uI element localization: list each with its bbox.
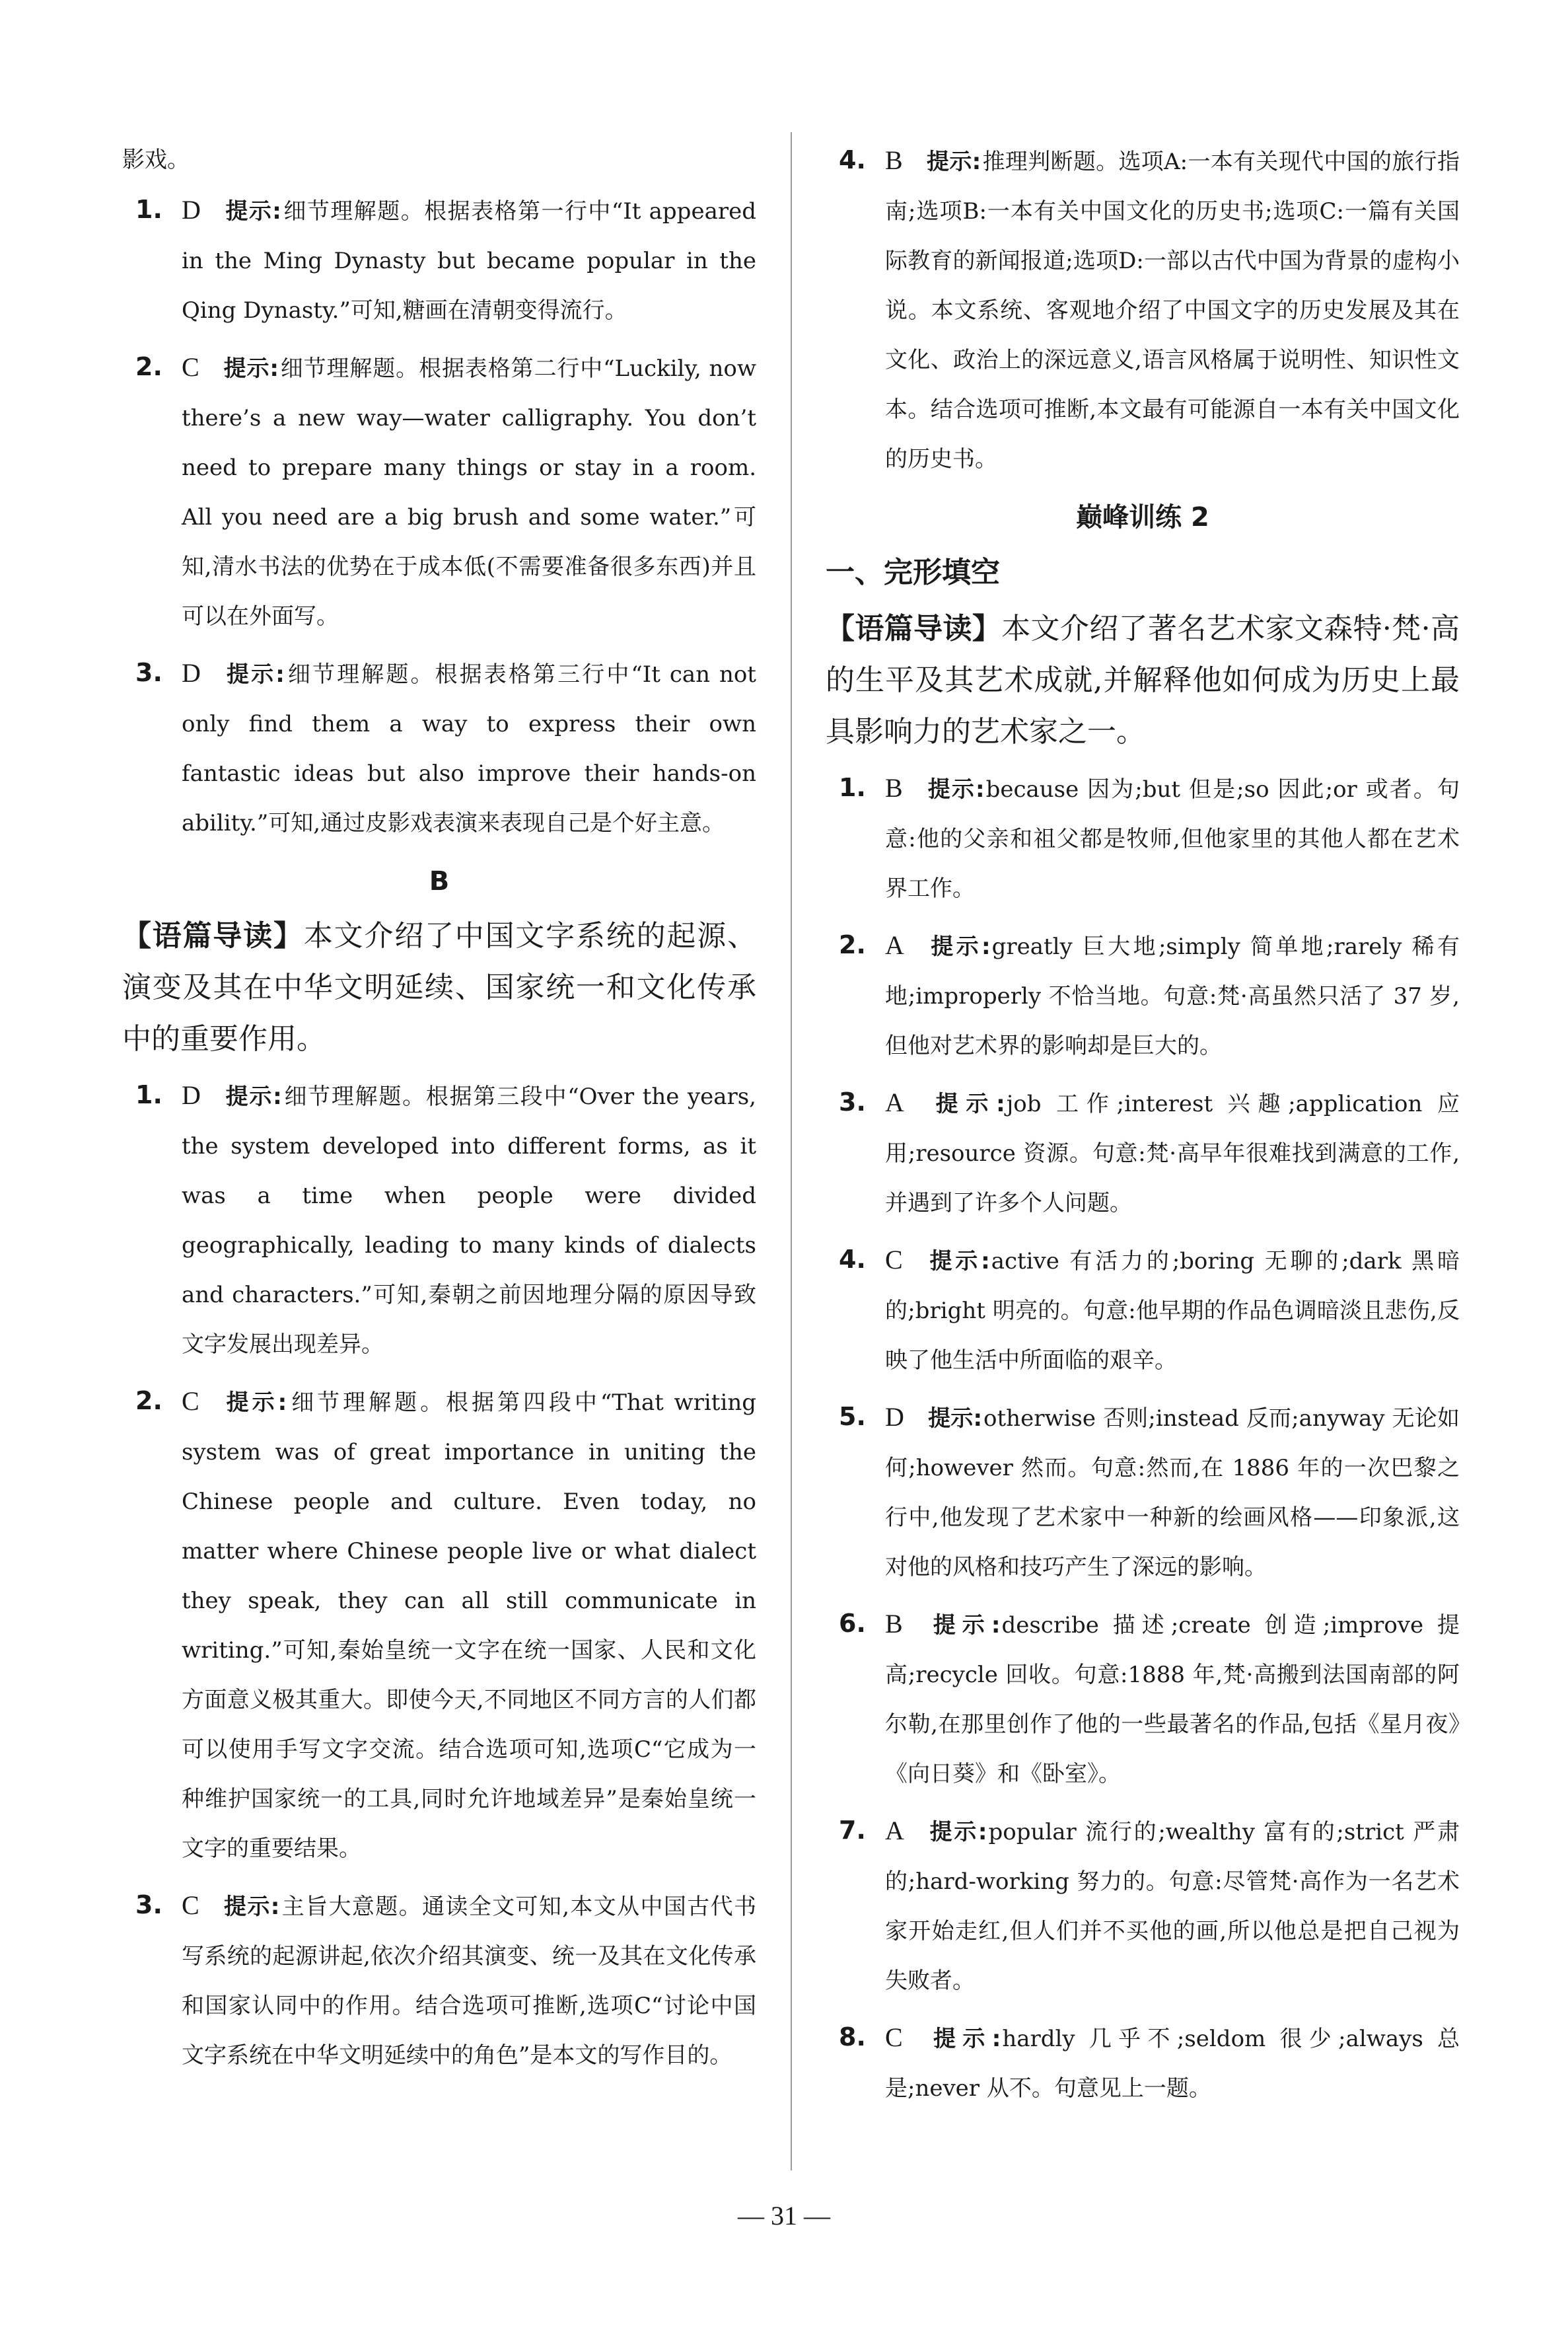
hint-label: 提示:	[224, 198, 281, 225]
answer-item	[826, 920, 1460, 1071]
hint-label: 提示:	[224, 1084, 282, 1110]
part-title: 一、完形填空	[826, 556, 1000, 589]
item-number: 3.	[135, 1890, 162, 1919]
hint-text: 细节理解题。根据第三段中“Over the years, the system developed into different forms, as it was a time when people were divided geographically, leading to many kinds of dialects and characters.”可知,秦朝之前因地理分隔的原因导致文字发展出现差异。	[182, 1084, 756, 1358]
answer-item	[122, 342, 756, 642]
hint-label: 提示:	[927, 1091, 1005, 1117]
item-number: 8.	[839, 2022, 866, 2051]
intro-continuation: 影戏。	[122, 147, 190, 173]
guide-label: 【语篇导读】	[122, 919, 304, 953]
passage-guide	[826, 603, 1460, 758]
answer-item	[826, 1078, 1460, 1228]
cloze-answers	[826, 763, 1460, 2114]
answer-item	[122, 1070, 756, 1370]
guide-text: 本文介绍了中国文字系统的起源、演变及其在中华文明延续、国家统一和文化传承中的重要作用。	[122, 919, 757, 1056]
section-title: 巅峰训练 2	[1076, 502, 1209, 533]
answer-item	[826, 135, 1460, 484]
item-number: 1.	[135, 195, 162, 224]
hint-text: job 工作;interest 兴趣;application 应用;resource 资源。句意:梵·高早年很难找到满意的工作,并遇到了许多个人问题。	[885, 1091, 1460, 1216]
hint-label: 提示:	[927, 1819, 987, 1845]
right-column	[826, 135, 1460, 2120]
item-number: 1.	[135, 1080, 162, 1109]
section-b-title: B	[429, 866, 450, 897]
item-number: 5.	[839, 1402, 866, 1431]
answer-item	[826, 1392, 1460, 1592]
answer-letter: A	[885, 930, 904, 960]
item-number: 3.	[135, 658, 162, 687]
passage-guide	[122, 910, 756, 1065]
guide-text: 本文介绍了著名艺术家文森特·梵·高的生平及其艺术成就,并解释他如何成为历史上最具影响力的艺术家之一。	[826, 612, 1460, 749]
answer-item	[122, 1376, 756, 1874]
column-divider	[791, 132, 792, 2170]
hint-label: 提示:	[927, 1405, 983, 1432]
answer-letter: C	[182, 1386, 199, 1416]
hint-label: 提示:	[927, 934, 991, 960]
hint-label: 提示:	[926, 149, 981, 175]
hint-text: otherwise 否则;instead 反而;anyway 无论如何;however 然而。句意:然而,在 1886 年的一次巴黎之行中,他发现了艺术家中一种新的绘画风格——印象派,这对他的风格和技巧产生了深远的影响。	[885, 1405, 1460, 1580]
item-number: 2.	[839, 930, 866, 959]
answers-section-a	[122, 185, 756, 848]
answer-item	[826, 2012, 1460, 2114]
answer-letter: C	[182, 1890, 199, 1920]
hint-text: 细节理解题。根据表格第一行中“It appeared in the Ming Dynasty but became popular in the Qing Dynasty.”可知,糖画在清朝变得流行。	[182, 198, 756, 324]
item-number: 7.	[839, 1816, 866, 1845]
hint-text: 细节理解题。根据第四段中“That writing system was of great importance in uniting the Chinese people and culture. Even today, no matter where Chinese people live or what dialect they speak, they can all still communicate in writing.”可知,秦始皇统一文字在统一国家、人民和文化方面意义极其重大。即使今天,不同地区不同方言的人们都可以使用手写文字交流。结合选项可知,选项C“它成为一种维护国家统一的工具,同时允许地域差异”是秦始皇统一文字的重要结果。	[182, 1389, 756, 1862]
answer-letter: C	[182, 352, 199, 382]
hint-text: active 有活力的;boring 无聊的;dark 黑暗的;bright 明亮的。句意:他早期的作品色调暗淡且悲伤,反映了他生活中所面临的艰辛。	[885, 1248, 1460, 1374]
answer-letter: C	[885, 2022, 903, 2052]
answer-item	[122, 185, 756, 336]
answer-item	[826, 1599, 1460, 1799]
answers-section-b	[122, 1070, 756, 2081]
answer-letter: D	[885, 1402, 904, 1432]
hint-text: 主旨大意题。通读全文可知,本文从中国古代书写系统的起源讲起,依次介绍其演变、统一及其在文化传承和国家认同中的作用。结合选项可推断,选项C“讨论中国文字系统在中华文明延续中的角色”是本文的写作目的。	[182, 1894, 756, 2069]
hint-text: 细节理解题。根据表格第二行中“Luckily, now there’s a new way—water calligraphy. You don’t need to prepare many things or stay in a room. All you need are a big brush and some water.”可知,清水书法的优势在于成本低(不需要准备很多东西)并且可以在外面写。	[182, 355, 756, 630]
item-number: 2.	[135, 1386, 162, 1415]
hint-label: 提示:	[223, 1894, 280, 1920]
hint-label: 提示:	[223, 1389, 287, 1416]
answer-letter: A	[885, 1088, 904, 1117]
answer-letter: B	[885, 145, 903, 175]
hint-label: 提示:	[223, 355, 279, 382]
item-number: 6.	[839, 1609, 866, 1638]
item-number: 3.	[839, 1088, 866, 1117]
item-number: 1.	[839, 773, 866, 802]
answer-item	[826, 1806, 1460, 2006]
item-number: 4.	[839, 1245, 866, 1274]
hint-label: 提示:	[926, 776, 985, 803]
hint-text: because 因为;but 但是;so 因此;or 或者。句意:他的父亲和祖父都是牧师,但他家里的其他人都在艺术界工作。	[885, 776, 1460, 902]
answer-letter: D	[182, 1080, 201, 1110]
answer-letter: A	[885, 1816, 904, 1845]
answer-letter: C	[885, 1245, 903, 1274]
hint-text: hardly 几乎不;seldom 很少;always 总是;never 从不。句意见上一题。	[885, 2026, 1460, 2102]
answer-letter: D	[182, 195, 201, 225]
answer-letter: B	[885, 1609, 903, 1639]
guide-label: 【语篇导读】	[826, 612, 1002, 646]
hint-text: greatly 巨大地;simply 简单地;rarely 稀有地;improperly 不恰当地。句意:梵·高虽然只活了 37 岁,但他对艺术界的影响却是巨大的。	[885, 934, 1460, 1059]
page-number: — 31 —	[738, 2201, 830, 2231]
item-number: 2.	[135, 352, 162, 381]
hint-text: describe 描述;create 创造;improve 提高;recycle 回收。句意:1888 年,梵·高搬到法国南部的阿尔勒,在那里创作了他的一些最著名的作品,包括《星月夜》《向日葵》和《卧室》。	[885, 1612, 1460, 1787]
answer-item	[122, 1880, 756, 2081]
answer-item	[826, 763, 1460, 914]
hint-text: 推理判断题。选项A:一本有关现代中国的旅行指南;选项B:一本有关中国文化的历史书;选项C:一篇有关国际教育的新闻报道;选项D:一部以古代中国为背景的虚构小说。本文系统、客观地介绍了中国文字的历史发展及其在文化、政治上的深远意义,语言风格属于说明性、知识性文本。结合选项可推断,本文最有可能源自一本有关中国文化的历史书。	[885, 149, 1460, 472]
hint-text: popular 流行的;wealthy 富有的;strict 严肃的;hard-working 努力的。句意:尽管梵·高作为一名艺术家开始走红,但人们并不买他的画,所以他总是把自己视为失败者。	[885, 1819, 1460, 1994]
answer-letter: D	[182, 658, 201, 688]
answer-letter: B	[885, 773, 903, 803]
hint-label: 提示:	[926, 1612, 1001, 1639]
answer-item	[122, 648, 756, 848]
item-number: 4.	[839, 145, 866, 174]
hint-label: 提示:	[224, 661, 285, 688]
hint-label: 提示:	[926, 1248, 990, 1274]
hint-label: 提示:	[926, 2026, 1001, 2052]
hint-text: 细节理解题。根据表格第三行中“It can not only find them a way to express their own fantastic ideas but also improve their hands-on ability.”可知,通过皮影戏表演来表现自己是个好主意。	[182, 661, 756, 836]
answer-item	[826, 1235, 1460, 1385]
left-column	[122, 135, 756, 2087]
